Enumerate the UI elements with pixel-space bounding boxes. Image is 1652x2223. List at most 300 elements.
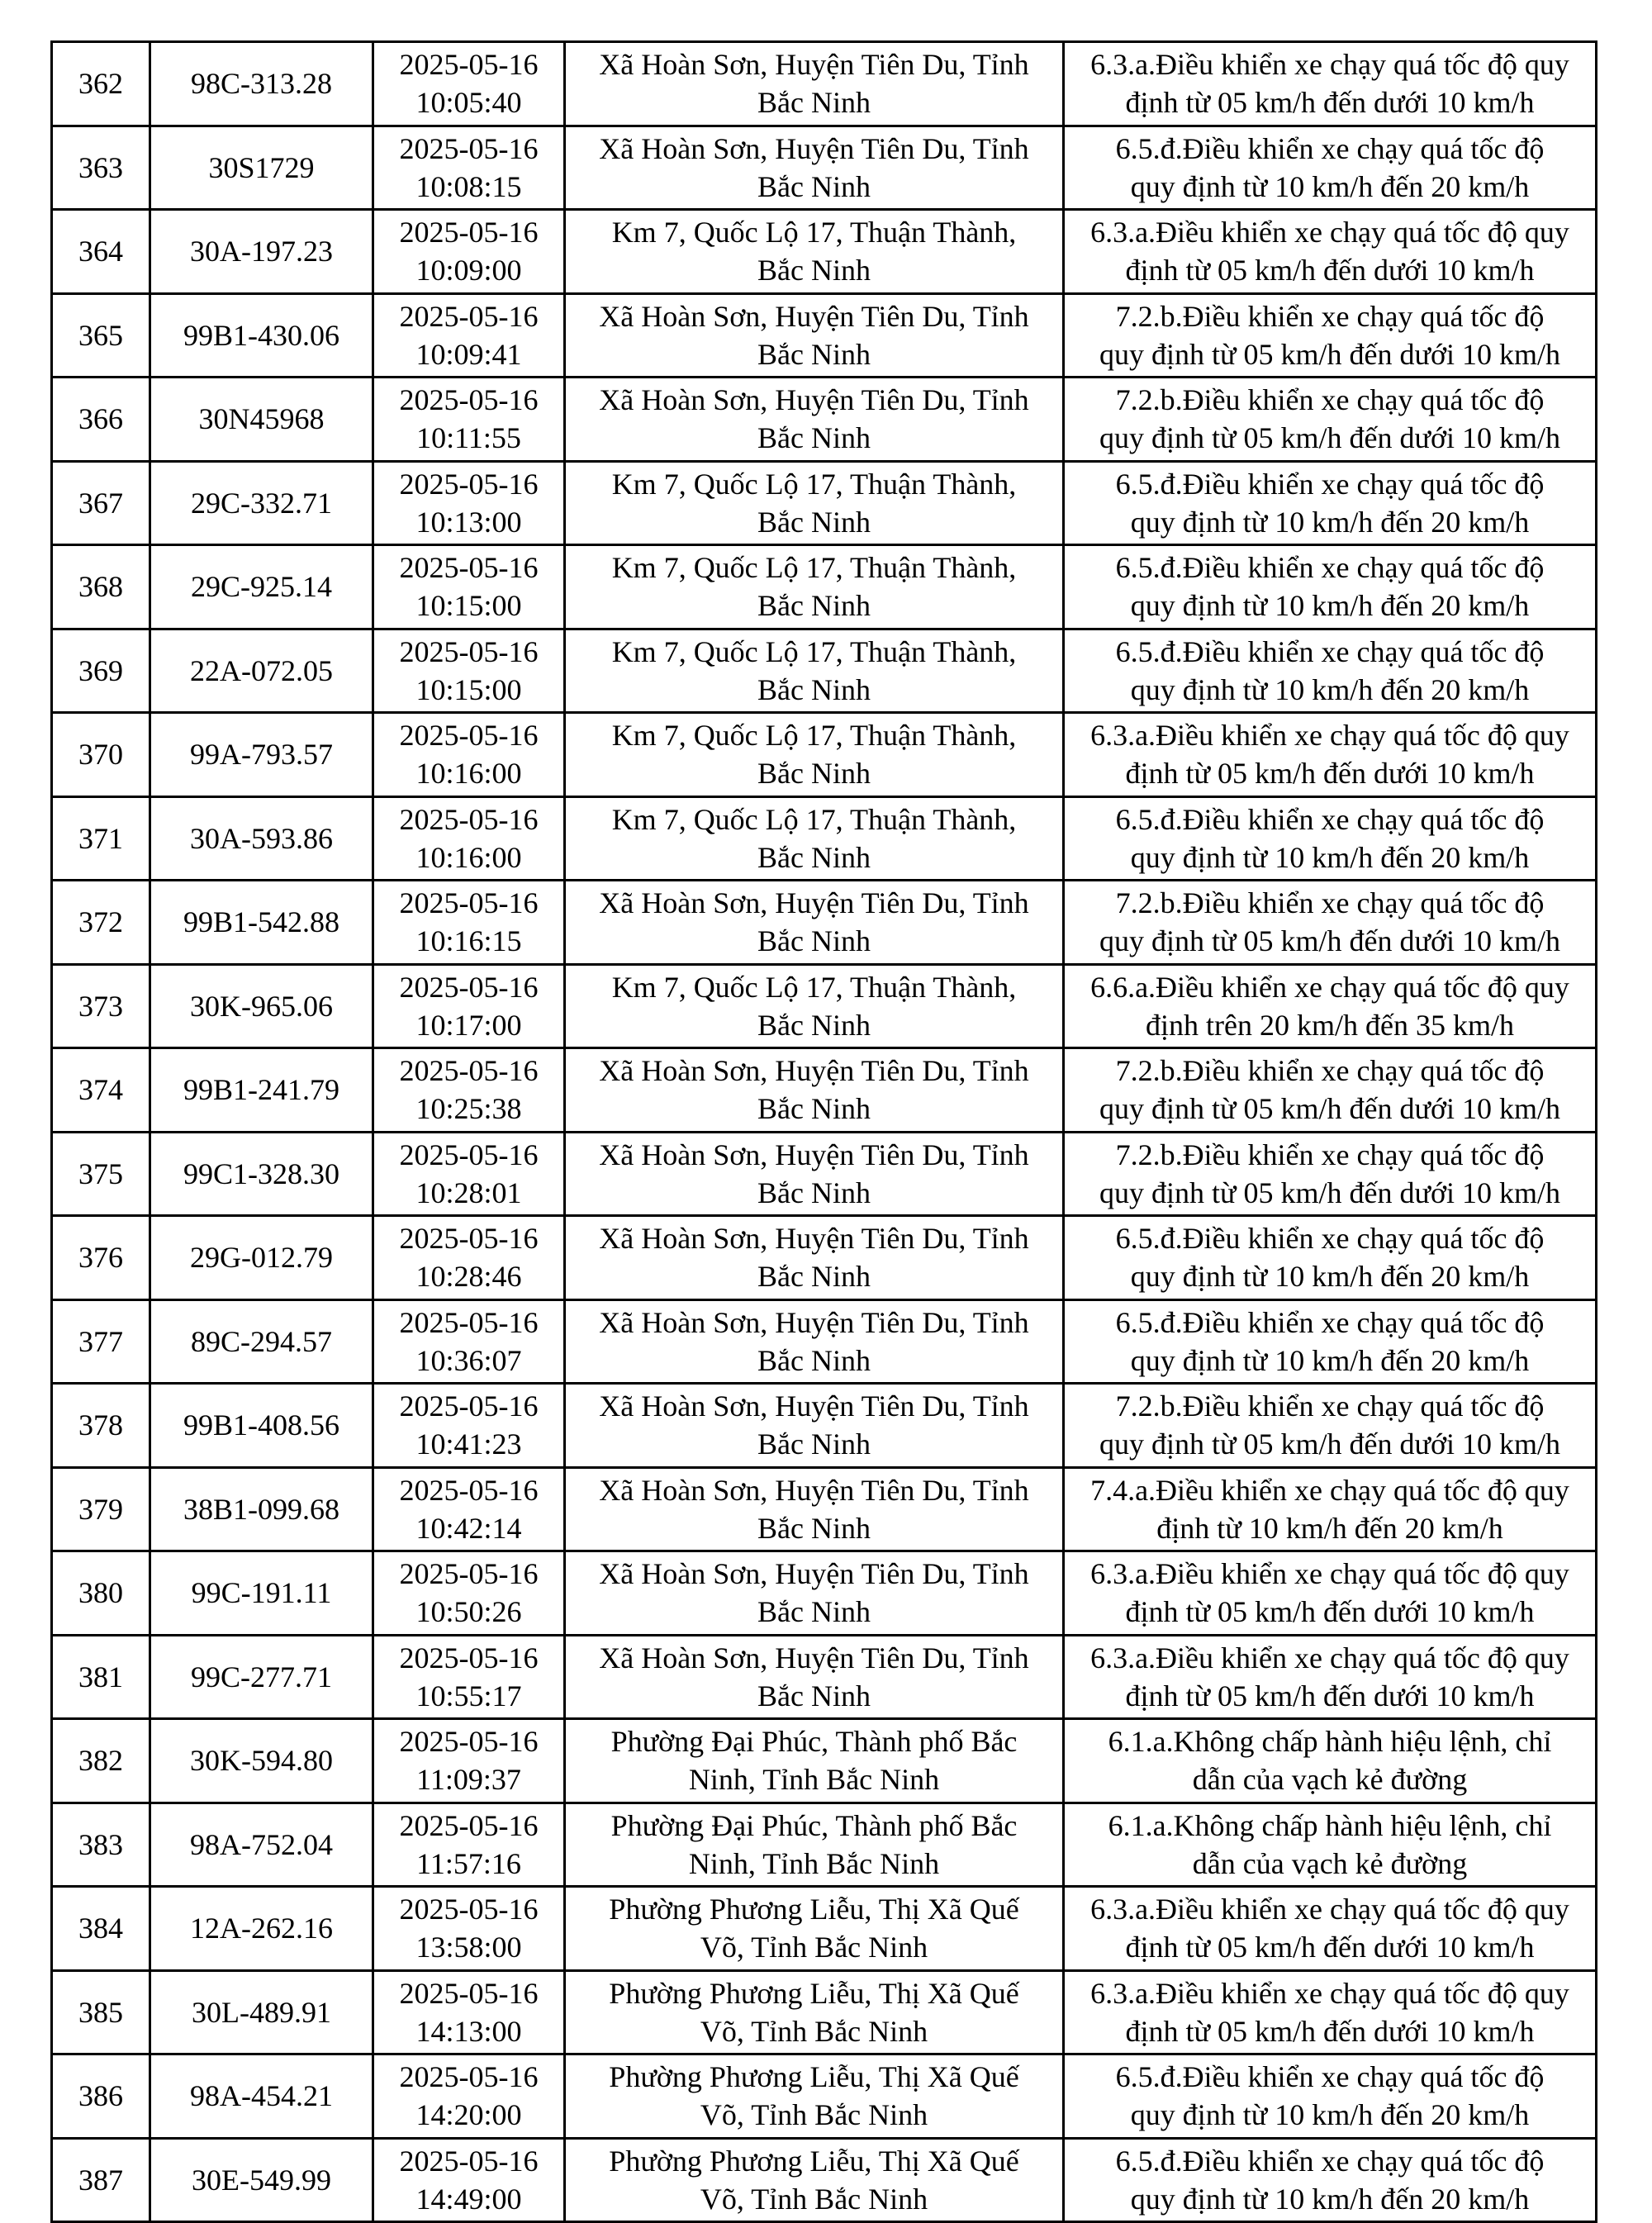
- row-number-cell: [52, 1803, 150, 1887]
- violation-line: 7.2.b.Điều khiển xe chạy quá tốc độ: [1115, 1054, 1545, 1087]
- violation-date: 2025-05-16: [399, 2060, 539, 2093]
- plate-cell: [150, 1467, 373, 1551]
- violation-line: quy định từ 05 km/h đến dưới 10 km/h: [1099, 421, 1561, 454]
- table-row: [52, 1216, 1597, 1300]
- violation-date: 2025-05-16: [399, 551, 539, 584]
- plate-cell: [150, 1719, 373, 1803]
- license-plate: 12A-262.16: [190, 1912, 333, 1945]
- plate-cell: [150, 1551, 373, 1636]
- violation-line: quy định từ 10 km/h đến 20 km/h: [1130, 672, 1530, 706]
- license-plate: 30A-197.23: [190, 235, 333, 268]
- timestamp-cell: [373, 796, 565, 881]
- row-number-cell: [52, 2054, 150, 2139]
- row-number-cell: [52, 796, 150, 881]
- location-cell: [565, 1635, 1064, 1719]
- location-cell: [565, 881, 1064, 965]
- violation-cell: [1064, 2054, 1597, 2139]
- violation-line: 7.2.b.Điều khiển xe chạy quá tốc độ: [1115, 1389, 1545, 1423]
- location-line: Phường Phương Liễu, Thị Xã Quế: [609, 1976, 1019, 2010]
- row-number: 374: [78, 1073, 123, 1107]
- location-line: Xã Hoàn Sơn, Huyện Tiên Du, Tỉnh: [599, 299, 1029, 333]
- license-plate: 99A-793.57: [190, 738, 333, 772]
- location-cell: [565, 1216, 1064, 1300]
- violation-time: 10:28:46: [415, 1260, 522, 1293]
- location-line: Km 7, Quốc Lộ 17, Thuận Thành,: [611, 634, 1017, 668]
- location-line: Bắc Ninh: [757, 924, 871, 957]
- table-row: [52, 1887, 1597, 1971]
- row-number-cell: [52, 629, 150, 713]
- location-line: Km 7, Quốc Lộ 17, Thuận Thành,: [611, 802, 1017, 836]
- location-line: Km 7, Quốc Lộ 17, Thuận Thành,: [611, 216, 1017, 249]
- violation-date: 2025-05-16: [399, 886, 539, 919]
- table-row: [52, 796, 1597, 881]
- violation-time: 10:42:14: [415, 1511, 522, 1545]
- violation-date: 2025-05-16: [399, 1976, 539, 2010]
- violation-line: 7.2.b.Điều khiển xe chạy quá tốc độ: [1115, 299, 1545, 333]
- table-row: [52, 1551, 1597, 1636]
- table-row: [52, 629, 1597, 713]
- row-number-cell: [52, 1216, 150, 1300]
- license-plate: 99B1-542.88: [183, 905, 339, 939]
- row-number: 384: [78, 1912, 123, 1945]
- row-number-cell: [52, 1467, 150, 1551]
- row-number: 375: [78, 1157, 123, 1190]
- row-number: 369: [78, 653, 123, 687]
- row-number: 380: [78, 1576, 123, 1610]
- violation-cell: [1064, 42, 1597, 126]
- violation-line: quy định từ 05 km/h đến dưới 10 km/h: [1099, 1092, 1561, 1125]
- violation-line: định từ 05 km/h đến dưới 10 km/h: [1125, 86, 1535, 119]
- table-row: [52, 126, 1597, 210]
- location-cell: [565, 964, 1064, 1048]
- location-line: Xã Hoàn Sơn, Huyện Tiên Du, Tỉnh: [599, 131, 1029, 165]
- violation-line: 6.3.a.Điều khiển xe chạy quá tốc độ quy: [1090, 719, 1569, 752]
- timestamp-cell: [373, 293, 565, 378]
- location-line: Võ, Tỉnh Bắc Ninh: [700, 2014, 928, 2048]
- violation-cell: [1064, 1132, 1597, 1216]
- violation-cell: [1064, 964, 1597, 1048]
- row-number: 381: [78, 1660, 123, 1693]
- violation-cell: [1064, 1467, 1597, 1551]
- row-number-cell: [52, 210, 150, 294]
- plate-cell: [150, 1970, 373, 2054]
- table-row: [52, 1384, 1597, 1468]
- location-cell: [565, 545, 1064, 629]
- plate-cell: [150, 461, 373, 545]
- table-row: [52, 293, 1597, 378]
- violation-date: 2025-05-16: [399, 216, 539, 249]
- violation-line: 6.1.a.Không chấp hành hiệu lệnh, chỉ: [1108, 1808, 1552, 1842]
- location-line: Bắc Ninh: [757, 254, 871, 287]
- violation-date: 2025-05-16: [399, 634, 539, 668]
- license-plate: 29G-012.79: [190, 1241, 333, 1275]
- row-number: 363: [78, 150, 123, 184]
- violation-cell: [1064, 545, 1597, 629]
- violation-date: 2025-05-16: [399, 1725, 539, 1758]
- location-cell: [565, 1467, 1064, 1551]
- violation-line: 7.2.b.Điều khiển xe chạy quá tốc độ: [1115, 1138, 1545, 1171]
- location-line: Xã Hoàn Sơn, Huyện Tiên Du, Tỉnh: [599, 1054, 1029, 1087]
- plate-cell: [150, 126, 373, 210]
- violation-line: 6.3.a.Điều khiển xe chạy quá tốc độ quy: [1090, 48, 1569, 81]
- license-plate: 99B1-430.06: [183, 318, 339, 352]
- location-line: Km 7, Quốc Lộ 17, Thuận Thành,: [611, 467, 1017, 501]
- table-row: [52, 2054, 1597, 2139]
- timestamp-cell: [373, 1132, 565, 1216]
- violation-line: quy định từ 10 km/h đến 20 km/h: [1130, 505, 1530, 539]
- row-number-cell: [52, 1384, 150, 1468]
- violation-cell: [1064, 1048, 1597, 1133]
- violation-cell: [1064, 1719, 1597, 1803]
- location-cell: [565, 1384, 1064, 1468]
- violation-line: 6.1.a.Không chấp hành hiệu lệnh, chỉ: [1108, 1725, 1552, 1758]
- violation-cell: [1064, 1970, 1597, 2054]
- table-row: [52, 1132, 1597, 1216]
- violation-date: 2025-05-16: [399, 1808, 539, 1842]
- license-plate: 98A-752.04: [190, 1827, 333, 1861]
- location-cell: [565, 210, 1064, 294]
- location-line: Xã Hoàn Sơn, Huyện Tiên Du, Tỉnh: [599, 1557, 1029, 1590]
- location-line: Võ, Tỉnh Bắc Ninh: [700, 2098, 928, 2131]
- violation-date: 2025-05-16: [399, 1305, 539, 1339]
- timestamp-cell: [373, 1887, 565, 1971]
- row-number: 368: [78, 570, 123, 604]
- location-line: Km 7, Quốc Lộ 17, Thuận Thành,: [611, 970, 1017, 1004]
- violation-cell: [1064, 1635, 1597, 1719]
- violation-time: 10:16:00: [415, 757, 522, 790]
- violation-line: 6.3.a.Điều khiển xe chạy quá tốc độ quy: [1090, 1641, 1569, 1674]
- location-line: Bắc Ninh: [757, 505, 871, 539]
- violation-line: quy định từ 10 km/h đến 20 km/h: [1130, 840, 1530, 874]
- violation-time: 10:09:00: [415, 254, 522, 287]
- violation-time: 10:05:40: [415, 86, 522, 119]
- location-cell: [565, 1551, 1064, 1636]
- plate-cell: [150, 881, 373, 965]
- plate-cell: [150, 1635, 373, 1719]
- timestamp-cell: [373, 1970, 565, 2054]
- row-number: 373: [78, 989, 123, 1023]
- table-row: [52, 1467, 1597, 1551]
- table-row: [52, 1048, 1597, 1133]
- violation-cell: [1064, 1803, 1597, 1887]
- violation-line: quy định từ 05 km/h đến dưới 10 km/h: [1099, 924, 1561, 957]
- violation-time: 10:50:26: [415, 1595, 522, 1628]
- row-number: 377: [78, 1324, 123, 1358]
- timestamp-cell: [373, 461, 565, 545]
- table-row: [52, 545, 1597, 629]
- violation-time: 14:49:00: [415, 2182, 522, 2216]
- timestamp-cell: [373, 2054, 565, 2139]
- location-line: Xã Hoàn Sơn, Huyện Tiên Du, Tỉnh: [599, 886, 1029, 919]
- violation-line: 6.5.đ.Điều khiển xe chạy quá tốc độ: [1115, 2060, 1545, 2093]
- location-cell: [565, 1299, 1064, 1384]
- plate-cell: [150, 1132, 373, 1216]
- row-number-cell: [52, 1048, 150, 1133]
- violation-time: 10:13:00: [415, 505, 522, 539]
- row-number-cell: [52, 42, 150, 126]
- plate-cell: [150, 1887, 373, 1971]
- location-line: Bắc Ninh: [757, 1343, 871, 1377]
- timestamp-cell: [373, 1216, 565, 1300]
- violation-time: 10:55:17: [415, 1679, 522, 1712]
- location-line: Xã Hoàn Sơn, Huyện Tiên Du, Tỉnh: [599, 1389, 1029, 1423]
- timestamp-cell: [373, 1719, 565, 1803]
- plate-cell: [150, 629, 373, 713]
- plate-cell: [150, 1299, 373, 1384]
- row-number-cell: [52, 1887, 150, 1971]
- row-number: 370: [78, 738, 123, 772]
- row-number-cell: [52, 2138, 150, 2222]
- violation-time: 10:16:00: [415, 840, 522, 874]
- location-cell: [565, 796, 1064, 881]
- violation-line: quy định từ 05 km/h đến dưới 10 km/h: [1099, 337, 1561, 371]
- license-plate: 30K-965.06: [190, 989, 333, 1023]
- location-line: Bắc Ninh: [757, 672, 871, 706]
- violation-date: 2025-05-16: [399, 467, 539, 501]
- location-line: Bắc Ninh: [757, 1595, 871, 1628]
- location-line: Phường Phương Liễu, Thị Xã Quế: [609, 2060, 1019, 2093]
- timestamp-cell: [373, 1299, 565, 1384]
- violation-cell: [1064, 293, 1597, 378]
- violation-cell: [1064, 126, 1597, 210]
- license-plate: 30A-593.86: [190, 821, 333, 855]
- violation-line: định từ 05 km/h đến dưới 10 km/h: [1125, 757, 1535, 790]
- violation-time: 13:58:00: [415, 1931, 522, 1964]
- location-line: Bắc Ninh: [757, 86, 871, 119]
- row-number-cell: [52, 1132, 150, 1216]
- table-body: [52, 42, 1597, 2222]
- violation-time: 10:09:41: [415, 337, 522, 371]
- timestamp-cell: [373, 881, 565, 965]
- violation-line: quy định từ 10 km/h đến 20 km/h: [1130, 2182, 1530, 2216]
- location-line: Bắc Ninh: [757, 1427, 871, 1461]
- table-row: [52, 1803, 1597, 1887]
- row-number-cell: [52, 293, 150, 378]
- timestamp-cell: [373, 126, 565, 210]
- violation-time: 10:36:07: [415, 1343, 522, 1377]
- row-number: 379: [78, 1492, 123, 1526]
- timestamp-cell: [373, 1551, 565, 1636]
- violation-cell: [1064, 713, 1597, 797]
- timestamp-cell: [373, 1635, 565, 1719]
- table-row: [52, 881, 1597, 965]
- row-number: 378: [78, 1408, 123, 1442]
- row-number-cell: [52, 881, 150, 965]
- row-number: 386: [78, 2079, 123, 2113]
- row-number-cell: [52, 461, 150, 545]
- violation-time: 10:17:00: [415, 1008, 522, 1042]
- location-line: Phường Đại Phúc, Thành phố Bắc: [610, 1725, 1018, 1758]
- timestamp-cell: [373, 42, 565, 126]
- row-number: 387: [78, 2163, 123, 2197]
- location-cell: [565, 293, 1064, 378]
- violation-line: quy định từ 10 km/h đến 20 km/h: [1130, 1343, 1530, 1377]
- location-line: Bắc Ninh: [757, 840, 871, 874]
- row-number: 376: [78, 1241, 123, 1275]
- violation-time: 10:08:15: [415, 169, 522, 203]
- location-cell: [565, 1048, 1064, 1133]
- license-plate: 99C-277.71: [191, 1660, 332, 1693]
- license-plate: 98C-313.28: [191, 67, 332, 101]
- location-line: Bắc Ninh: [757, 337, 871, 371]
- location-line: Km 7, Quốc Lộ 17, Thuận Thành,: [611, 551, 1017, 584]
- row-number: 385: [78, 1995, 123, 2029]
- violation-time: 10:15:00: [415, 672, 522, 706]
- violation-cell: [1064, 1216, 1597, 1300]
- violation-date: 2025-05-16: [399, 1054, 539, 1087]
- violation-line: 6.5.đ.Điều khiển xe chạy quá tốc độ: [1115, 1305, 1545, 1339]
- table-row: [52, 42, 1597, 126]
- violation-line: 6.5.đ.Điều khiển xe chạy quá tốc độ: [1115, 634, 1545, 668]
- violation-time: 10:15:00: [415, 589, 522, 622]
- row-number: 365: [78, 318, 123, 352]
- table-row: [52, 378, 1597, 462]
- location-line: Xã Hoàn Sơn, Huyện Tiên Du, Tỉnh: [599, 1305, 1029, 1339]
- violation-date: 2025-05-16: [399, 48, 539, 81]
- violation-date: 2025-05-16: [399, 802, 539, 836]
- location-line: Xã Hoàn Sơn, Huyện Tiên Du, Tỉnh: [599, 1641, 1029, 1674]
- violation-line: quy định từ 10 km/h đến 20 km/h: [1130, 589, 1530, 622]
- timestamp-cell: [373, 629, 565, 713]
- license-plate: 38B1-099.68: [183, 1492, 339, 1526]
- location-line: Bắc Ninh: [757, 589, 871, 622]
- violation-date: 2025-05-16: [399, 1893, 539, 1926]
- violation-time: 10:28:01: [415, 1176, 522, 1209]
- license-plate: 30S1729: [208, 150, 315, 184]
- location-line: Xã Hoàn Sơn, Huyện Tiên Du, Tỉnh: [599, 1222, 1029, 1255]
- row-number-cell: [52, 378, 150, 462]
- timestamp-cell: [373, 545, 565, 629]
- violation-line: quy định từ 10 km/h đến 20 km/h: [1130, 169, 1530, 203]
- plate-cell: [150, 210, 373, 294]
- violation-line: 6.3.a.Điều khiển xe chạy quá tốc độ quy: [1090, 1976, 1569, 2010]
- row-number: 372: [78, 905, 123, 939]
- plate-cell: [150, 1384, 373, 1468]
- location-line: Xã Hoàn Sơn, Huyện Tiên Du, Tỉnh: [599, 1473, 1029, 1507]
- violation-cell: [1064, 1299, 1597, 1384]
- violation-line: quy định từ 05 km/h đến dưới 10 km/h: [1099, 1176, 1561, 1209]
- violation-date: 2025-05-16: [399, 1641, 539, 1674]
- row-number-cell: [52, 1299, 150, 1384]
- violation-cell: [1064, 629, 1597, 713]
- violation-line: 6.3.a.Điều khiển xe chạy quá tốc độ quy: [1090, 216, 1569, 249]
- violation-line: định từ 05 km/h đến dưới 10 km/h: [1125, 1679, 1535, 1712]
- timestamp-cell: [373, 713, 565, 797]
- license-plate: 99C1-328.30: [183, 1157, 339, 1190]
- license-plate: 99B1-241.79: [183, 1073, 339, 1107]
- timestamp-cell: [373, 1384, 565, 1468]
- violation-cell: [1064, 1384, 1597, 1468]
- violation-cell: [1064, 1551, 1597, 1636]
- plate-cell: [150, 1048, 373, 1133]
- table-row: [52, 713, 1597, 797]
- violation-date: 2025-05-16: [399, 2144, 539, 2178]
- license-plate: 89C-294.57: [191, 1324, 332, 1358]
- table-row: [52, 964, 1597, 1048]
- violation-cell: [1064, 461, 1597, 545]
- table-row: [52, 210, 1597, 294]
- violation-cell: [1064, 210, 1597, 294]
- row-number-cell: [52, 545, 150, 629]
- license-plate: 30K-594.80: [190, 1744, 333, 1778]
- violation-line: dẫn của vạch kẻ đường: [1192, 1846, 1468, 1880]
- violation-date: 2025-05-16: [399, 1557, 539, 1590]
- table-row: [52, 1635, 1597, 1719]
- location-cell: [565, 126, 1064, 210]
- timestamp-cell: [373, 210, 565, 294]
- location-cell: [565, 461, 1064, 545]
- table-row: [52, 1970, 1597, 2054]
- license-plate: 29C-925.14: [191, 570, 332, 604]
- license-plate: 22A-072.05: [190, 653, 333, 687]
- violation-line: 6.3.a.Điều khiển xe chạy quá tốc độ quy: [1090, 1557, 1569, 1590]
- violation-line: định từ 10 km/h đến 20 km/h: [1156, 1511, 1503, 1545]
- violation-date: 2025-05-16: [399, 131, 539, 165]
- violation-line: định từ 05 km/h đến dưới 10 km/h: [1125, 254, 1535, 287]
- plate-cell: [150, 378, 373, 462]
- row-number-cell: [52, 1970, 150, 2054]
- location-line: Bắc Ninh: [757, 1176, 871, 1209]
- violations-table: [50, 40, 1597, 2223]
- row-number: 366: [78, 402, 123, 436]
- location-line: Ninh, Tỉnh Bắc Ninh: [688, 1846, 940, 1880]
- location-cell: [565, 42, 1064, 126]
- violation-line: 7.4.a.Điều khiển xe chạy quá tốc độ quy: [1090, 1473, 1569, 1507]
- violation-time: 11:09:37: [416, 1763, 521, 1796]
- plate-cell: [150, 964, 373, 1048]
- table-row: [52, 1719, 1597, 1803]
- timestamp-cell: [373, 1467, 565, 1551]
- timestamp-cell: [373, 964, 565, 1048]
- violation-time: 10:25:38: [415, 1092, 522, 1125]
- license-plate: 99C-191.11: [191, 1576, 332, 1610]
- violation-line: 6.3.a.Điều khiển xe chạy quá tốc độ quy: [1090, 1893, 1569, 1926]
- violation-line: 6.5.đ.Điều khiển xe chạy quá tốc độ: [1115, 802, 1545, 836]
- violation-line: 6.5.đ.Điều khiển xe chạy quá tốc độ: [1115, 1222, 1545, 1255]
- location-cell: [565, 629, 1064, 713]
- license-plate: 30L-489.91: [192, 1995, 331, 2029]
- violation-time: 11:57:16: [416, 1846, 521, 1880]
- location-line: Bắc Ninh: [757, 1092, 871, 1125]
- location-cell: [565, 1132, 1064, 1216]
- violation-cell: [1064, 378, 1597, 462]
- location-line: Ninh, Tỉnh Bắc Ninh: [688, 1763, 940, 1796]
- license-plate: 29C-332.71: [191, 486, 332, 520]
- location-cell: [565, 1970, 1064, 2054]
- location-cell: [565, 378, 1064, 462]
- violation-line: quy định từ 05 km/h đến dưới 10 km/h: [1099, 1427, 1561, 1461]
- location-cell: [565, 2138, 1064, 2222]
- row-number-cell: [52, 1551, 150, 1636]
- violation-line: 6.5.đ.Điều khiển xe chạy quá tốc độ: [1115, 2144, 1545, 2178]
- violation-date: 2025-05-16: [399, 1389, 539, 1423]
- violation-date: 2025-05-16: [399, 1138, 539, 1171]
- license-plate: 30E-549.99: [192, 2163, 331, 2197]
- violation-line: định từ 05 km/h đến dưới 10 km/h: [1125, 2014, 1535, 2048]
- row-number: 383: [78, 1827, 123, 1861]
- location-line: Bắc Ninh: [757, 169, 871, 203]
- timestamp-cell: [373, 2138, 565, 2222]
- plate-cell: [150, 1803, 373, 1887]
- row-number: 367: [78, 486, 123, 520]
- location-line: Võ, Tỉnh Bắc Ninh: [700, 1931, 928, 1964]
- plate-cell: [150, 1216, 373, 1300]
- location-line: Xã Hoàn Sơn, Huyện Tiên Du, Tỉnh: [599, 48, 1029, 81]
- violation-line: quy định từ 10 km/h đến 20 km/h: [1130, 2098, 1530, 2131]
- plate-cell: [150, 2054, 373, 2139]
- violation-line: 6.6.a.Điều khiển xe chạy quá tốc độ quy: [1090, 970, 1569, 1004]
- row-number-cell: [52, 1719, 150, 1803]
